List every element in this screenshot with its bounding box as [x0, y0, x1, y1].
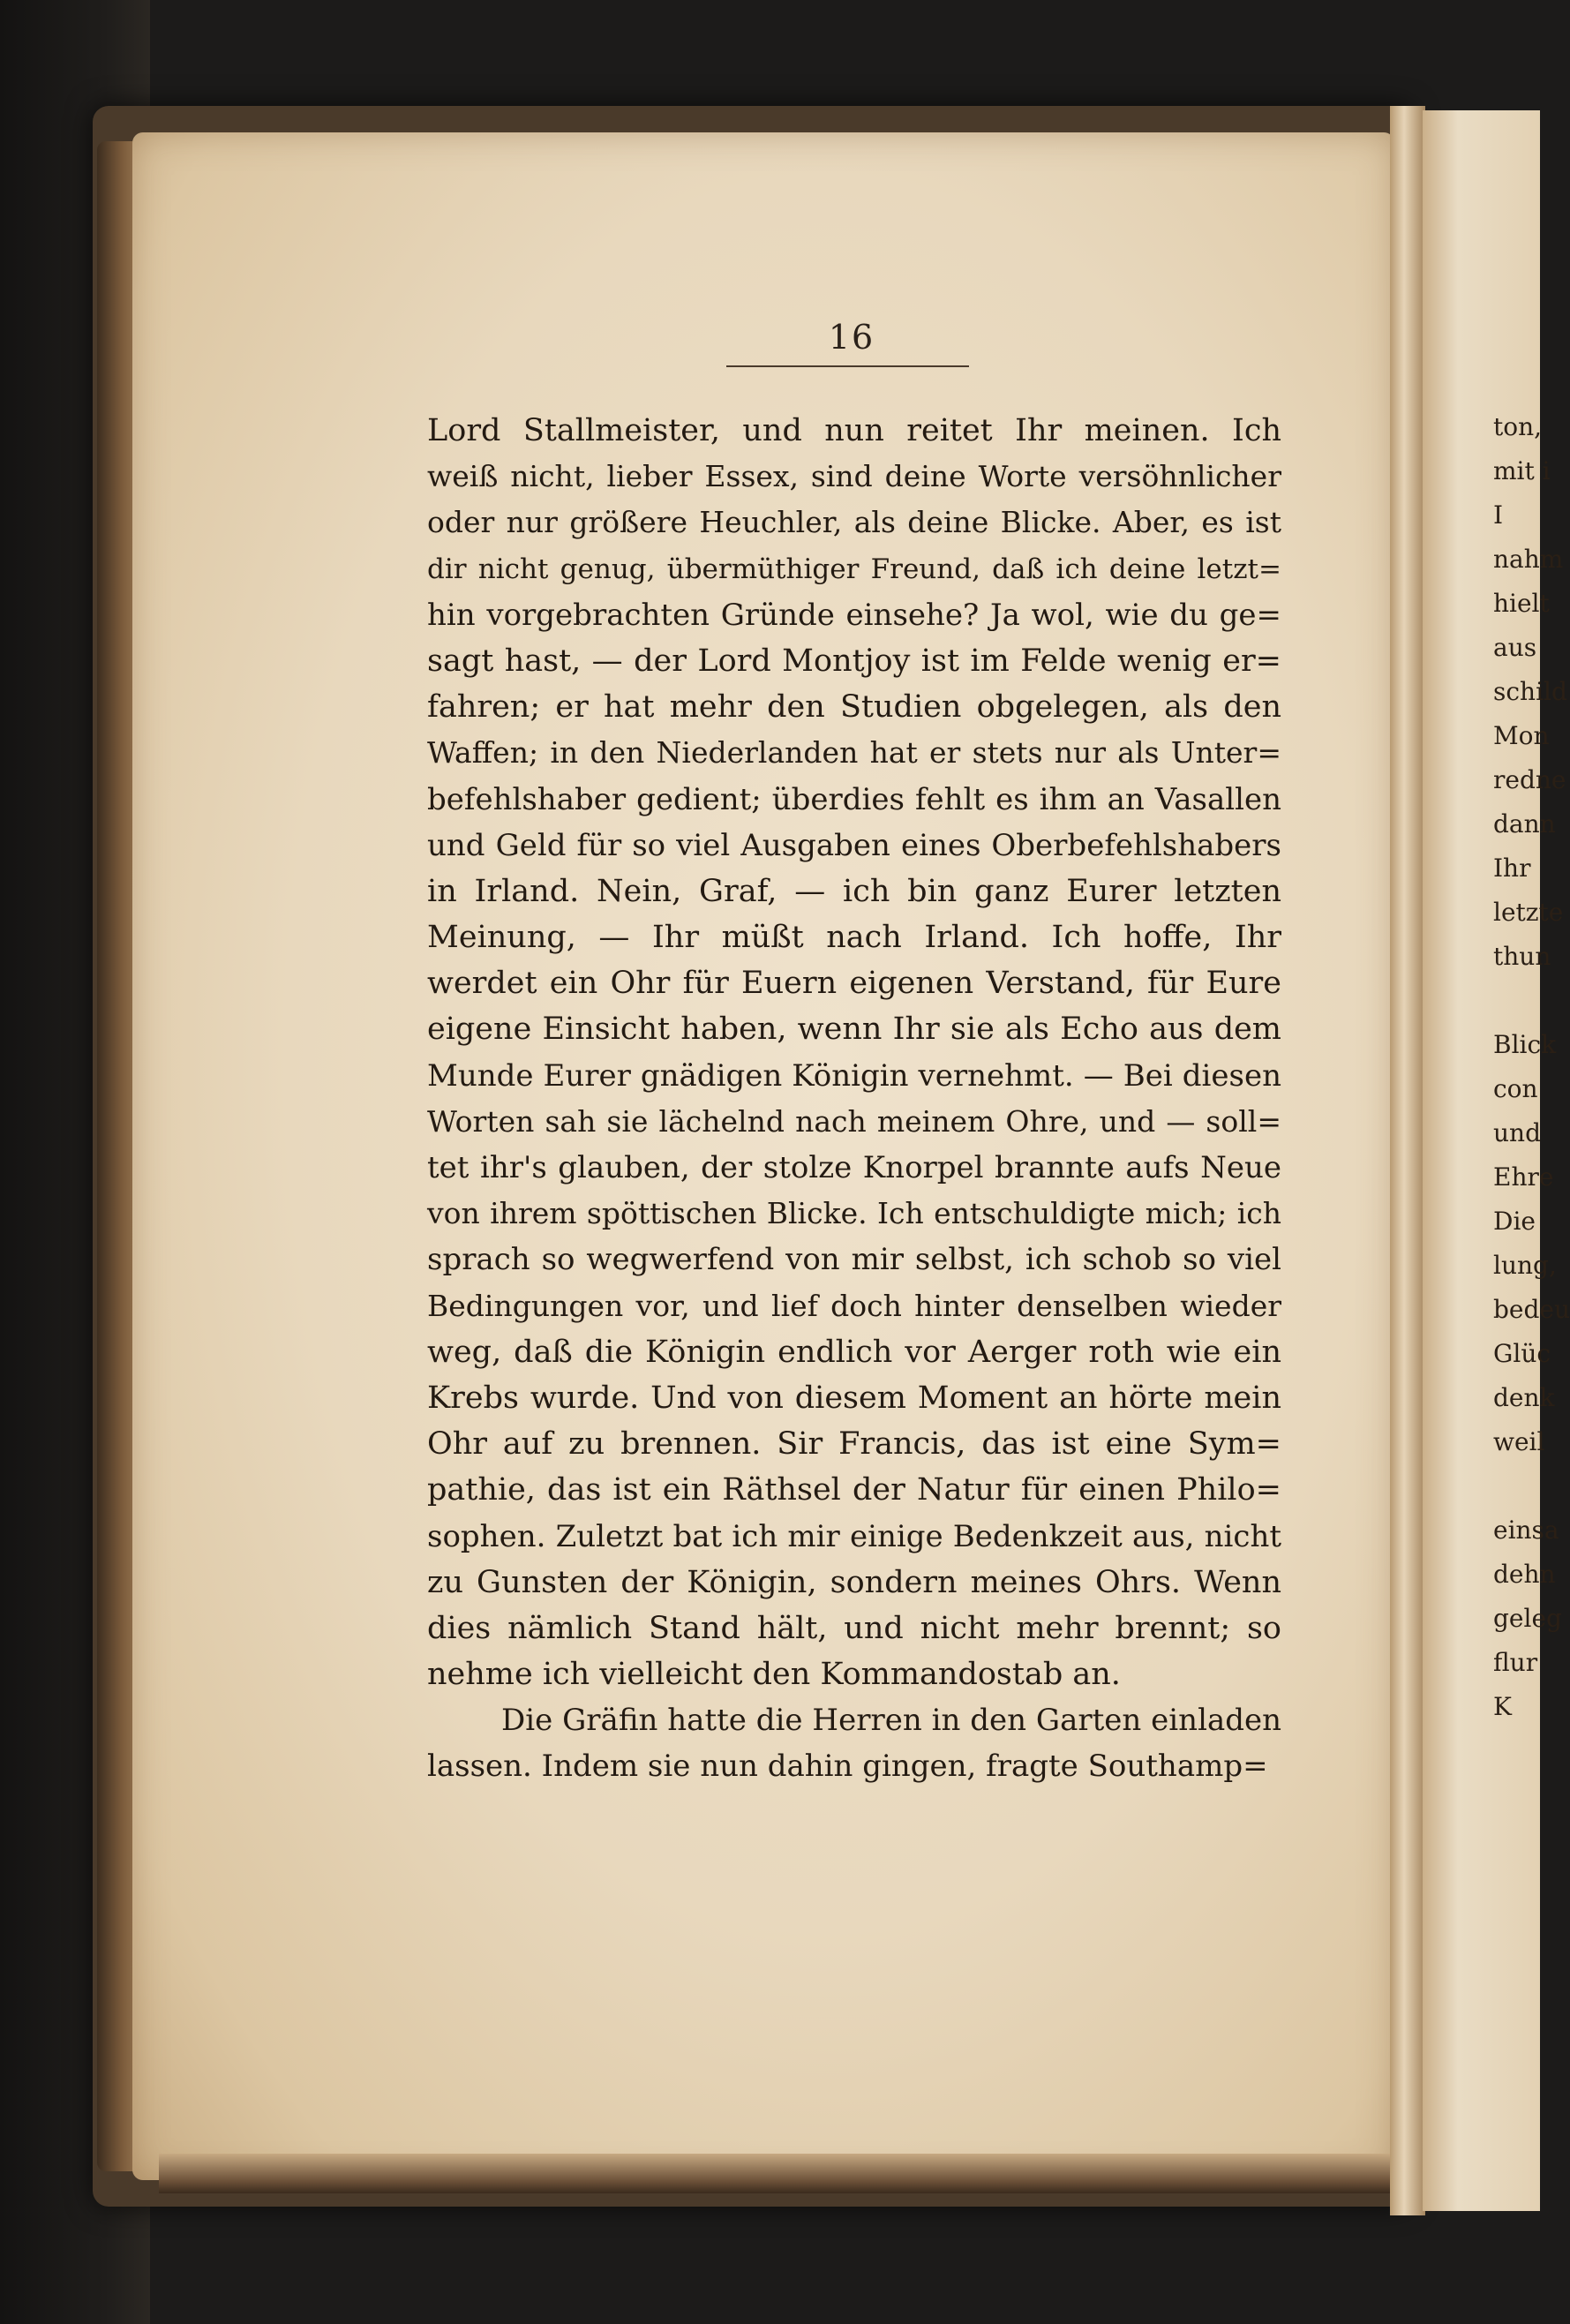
text-line: lassen. Indem sie nun dahin gingen, fragte Southamp=: [427, 1749, 1268, 1785]
book-gutter: [1390, 106, 1425, 2215]
text-line: sprach so wegwerfend von mir selbst, ich schob so viel: [427, 1242, 1281, 1278]
facing-page-fragment: K: [1493, 1692, 1512, 1721]
facing-page-fragment: aus: [1493, 633, 1537, 662]
text-line: Waffen; in den Niederlanden hat er stets nur als Unter=: [427, 735, 1281, 771]
facing-page-fragment: letzte: [1493, 898, 1564, 927]
facing-page-fragment: redne: [1493, 765, 1566, 794]
facing-page-fragment: dehn: [1493, 1560, 1556, 1589]
text-line: dies nämlich Stand hält, und nicht mehr brennt; so: [427, 1610, 1281, 1646]
header-rule: [726, 365, 969, 367]
facing-page-fragment: Ihr: [1493, 854, 1531, 883]
facing-page-fragment: mit i: [1493, 456, 1551, 485]
facing-page-fragment: denk: [1493, 1383, 1555, 1412]
facing-page-fragment: Die: [1493, 1207, 1536, 1236]
text-line: oder nur größere Heuchler, als deine Blicke. Aber, es ist: [427, 505, 1281, 540]
facing-page-fragment: dann: [1493, 809, 1556, 839]
text-line: in Irland. Nein, Graf, — ich bin ganz Eurer letzten: [427, 873, 1281, 909]
body-text: [427, 408, 1281, 1790]
facing-page-fragment: Blick: [1493, 1030, 1557, 1059]
facing-page-fragment: flur: [1493, 1648, 1538, 1677]
facing-page-fragment: nahm: [1493, 545, 1564, 574]
facing-page-fragment: I: [1493, 500, 1504, 530]
text-line: sophen. Zuletzt bat ich mir einige Bedenkzeit aus, nicht: [427, 1518, 1281, 1554]
text-line: tet ihr's glauben, der stolze Knorpel brannte aufs Neue: [427, 1150, 1281, 1185]
facing-page-fragment: ton,: [1493, 412, 1543, 441]
facing-page-fragment: bedeu: [1493, 1295, 1570, 1324]
page-number: 16: [828, 318, 875, 357]
text-line: sagt hast, — der Lord Montjoy ist im Felde wenig er=: [427, 643, 1281, 679]
facing-page-fragment: einsa: [1493, 1515, 1559, 1545]
facing-page-fragment: lung,: [1493, 1251, 1557, 1280]
facing-page-fragment: Ehre: [1493, 1162, 1554, 1192]
text-line: weg, daß die Königin endlich vor Aerger roth wie ein: [427, 1334, 1281, 1370]
text-line: Die Gräfin hatte die Herren in den Garten einladen: [501, 1703, 1281, 1739]
text-line: eigene Einsicht haben, wenn Ihr sie als Echo aus dem: [427, 1012, 1281, 1048]
text-line: zu Gunsten der Königin, sondern meines Ohrs. Wenn: [427, 1564, 1281, 1600]
text-line: Worten sah sie lächelnd nach meinem Ohre, und — soll=: [427, 1103, 1281, 1139]
text-line: befehlshaber gedient; überdies fehlt es ihm an Vasallen: [427, 781, 1281, 817]
text-line: werdet ein Ohr für Euern eigenen Verstand, für Eure: [427, 966, 1281, 1002]
text-line: Ohr auf zu brennen. Sir Francis, das ist eine Sym=: [427, 1426, 1281, 1463]
facing-page-fragment: und: [1493, 1118, 1541, 1147]
text-line: Bedingungen vor, und lief doch hinter denselben wieder: [427, 1288, 1281, 1323]
text-line: von ihrem spöttischen Blicke. Ich entschuldigte mich; ich: [427, 1196, 1281, 1231]
text-line: dir nicht genug, übermüthiger Freund, daß ich deine letzt=: [427, 553, 1281, 585]
page-bottom-edge: [159, 2154, 1412, 2193]
text-line: Meinung, — Ihr müßt nach Irland. Ich hoffe, Ihr: [427, 920, 1281, 956]
text-line: nehme ich vielleicht den Kommandostab an.: [427, 1657, 1121, 1693]
facing-page-fragment: geleg: [1493, 1604, 1562, 1633]
text-line: pathie, das ist ein Räthsel der Natur für einen Philo=: [427, 1472, 1281, 1508]
text-line: Munde Eurer gnädigen Königin vernehmt. — Bei diesen: [427, 1057, 1281, 1094]
text-line: hin vorgebrachten Gründe einsehe? Ja wol, wie du ge=: [427, 597, 1281, 633]
text-line: Lord Stallmeister, und nun reitet Ihr meinen. Ich: [427, 413, 1281, 448]
facing-page-fragment: Glüc: [1493, 1339, 1551, 1368]
facing-page-fragment: hielt: [1493, 589, 1550, 618]
text-line: und Geld für so viel Ausgaben eines Oberbefehlshabers: [427, 827, 1281, 863]
facing-page-fragment: Mon: [1493, 721, 1550, 750]
facing-page-fragment: weil: [1493, 1427, 1545, 1456]
facing-page-fragment: con: [1493, 1074, 1538, 1103]
facing-page: [1423, 110, 1570, 2211]
facing-page-fragment: thun: [1493, 942, 1551, 971]
text-line: Krebs wurde. Und von diesem Moment an hörte mein: [427, 1380, 1281, 1416]
text-line: weiß nicht, lieber Essex, sind deine Worte versöhnlicher: [427, 459, 1281, 494]
facing-page-fragment: schild: [1493, 677, 1567, 706]
text-line: fahren; er hat mehr den Studien obgelegen, als den: [427, 689, 1281, 726]
